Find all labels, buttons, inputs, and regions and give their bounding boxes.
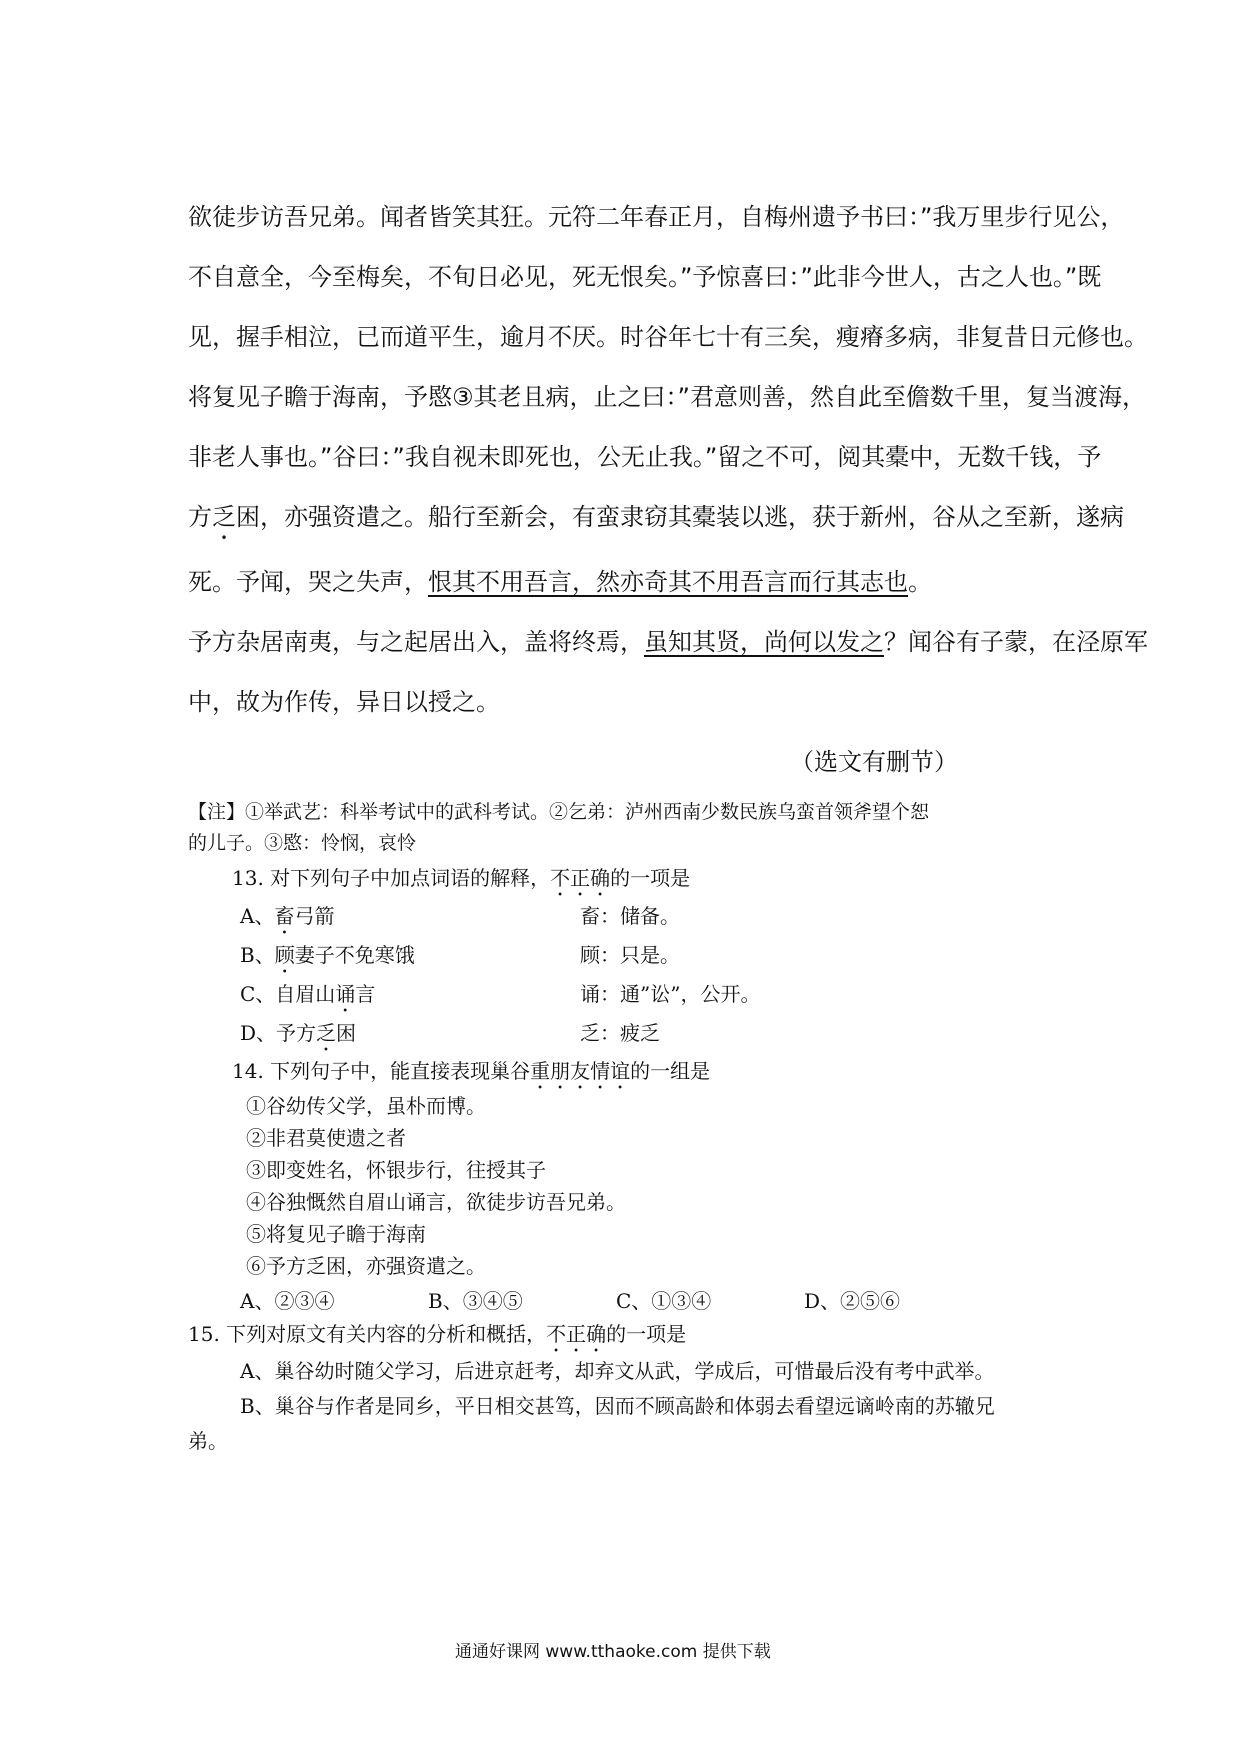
emphasis-text: 重朋友情谊: [530, 1059, 631, 1083]
q14-choice-c: C、①③④: [616, 1289, 712, 1313]
option-text: A、: [240, 904, 275, 928]
q14-choice-a: A、②③④: [240, 1289, 335, 1313]
option-text: 言: [355, 982, 376, 1006]
passage-text: 予方杂居南夷，与之起居出入，盖将终焉，: [188, 628, 644, 656]
option-text: 困: [336, 1021, 357, 1045]
passage-text: ？闻谷有子蒙，在泾原军: [884, 628, 1148, 656]
passage-text: 。: [908, 568, 932, 596]
source-note: （选文有删节）: [790, 748, 958, 776]
question-14-stem: [232, 1055, 710, 1094]
q13-option-c: [240, 978, 375, 1017]
q15-option-a: A、巢谷幼时随父学习，后进京赶考，却弃文从武，学成后，可惜最后没有考中武举。: [240, 1359, 995, 1383]
stem-text: 13. 对下列句子中加点词语的解释，: [232, 866, 551, 890]
passage-text: 困，亦强资遣之。船行至新会，有蛮隶窃其橐装以逃，获于新州，谷从之至新，遂病: [236, 503, 1124, 531]
option-text: D、予方: [240, 1021, 317, 1045]
q13-gloss-b: 顾：只是。: [580, 943, 680, 967]
dotted-word: 畜: [274, 904, 295, 928]
q13-option-d: [240, 1017, 356, 1056]
stem-text: 14. 下列句子中，能直接表现巢谷: [232, 1059, 531, 1083]
q14-item-2: ②非君莫使遗之者: [246, 1126, 406, 1150]
stem-text: 的一项是: [610, 866, 691, 890]
option-text: C、自眉山: [240, 982, 336, 1006]
q15-option-b: B、巢谷与作者是同乡，平日相交甚笃，因而不顾高龄和体弱去看望远谪岭南的苏辙兄: [240, 1394, 995, 1418]
passage-text: 死。予闻，哭之失声，: [188, 568, 428, 596]
q14-choice-d: D、②⑤⑥: [804, 1289, 901, 1313]
passage-line-4: 将复见子瞻于海南，予愍③其老且病，止之曰：”君意则善，然自此至儋数千里，复当渡海，: [188, 383, 1146, 411]
stem-text: 的一项是: [606, 1322, 687, 1346]
passage-line-1: 欲徒步访吾兄弟。闻者皆笑其狂。元符二年春正月，自梅州遗予书曰：”我万里步行见公，: [188, 203, 1125, 231]
annotation-line-1: 【注】①举武艺：科举考试中的武科考试。②乞弟：泸州西南少数民族乌蛮首领斧望个恕: [188, 801, 930, 823]
q14-item-1: ①谷幼传父学，虽朴而博。: [246, 1094, 486, 1118]
passage-line-5: 非老人事也。”谷曰：”我自视未即死也，公无止我。”留之不可，阅其橐中，无数千钱，予: [188, 443, 1102, 471]
passage-line-3: 见，握手相泣，已而道平生，逾月不厌。时谷年七十有三矣，瘦瘠多病，非复昔日元修也。: [188, 323, 1148, 351]
q14-item-3: ③即变姓名，怀银步行，往授其子: [246, 1158, 546, 1182]
q14-item-5: ⑤将复见子瞻于海南: [246, 1222, 426, 1246]
q13-option-b: [240, 939, 415, 978]
passage-line-8: [188, 622, 1148, 657]
underlined-sentence: 虽知其贤，尚何以发之: [644, 628, 884, 656]
dotted-word: 乏: [316, 1021, 337, 1045]
option-text: B、: [240, 943, 275, 967]
emphasis-text: 不正确: [546, 1322, 607, 1346]
annotation-line-2: 的儿子。③愍：怜悯，哀怜: [188, 832, 417, 854]
q14-choice-b: B、③④⑤: [428, 1289, 523, 1313]
option-text: 妻子不免寒饿: [294, 943, 415, 967]
stem-text: 15. 下列对原文有关内容的分析和概括，: [188, 1322, 547, 1346]
stem-text: 的一组是: [630, 1059, 711, 1083]
dotted-word: 诵: [335, 982, 356, 1006]
q14-item-6: ⑥予方乏困，亦强资遣之。: [246, 1254, 486, 1278]
passage-line-9: 中，故为作传，异日以授之。: [188, 688, 500, 716]
dotted-word: 顾: [274, 943, 295, 967]
q13-option-a: [240, 900, 334, 939]
q15-option-b-continued: 弟。: [188, 1429, 228, 1453]
passage-line-6: [188, 497, 1124, 545]
passage-line-2: 不自意全，今至梅矣，不旬日必见，死无恨矣。”予惊喜曰：”此非今世人，古之人也。”既: [188, 263, 1102, 291]
q14-item-4: ④谷独慨然自眉山诵言，欲徒步访吾兄弟。: [246, 1190, 626, 1214]
option-text: 弓箭: [294, 904, 335, 928]
emphasis-text: 不正确: [550, 866, 611, 890]
page-footer: 通通好课网 www.tthaoke.com 提供下载: [455, 1642, 771, 1662]
question-15-stem: [188, 1318, 686, 1357]
underlined-sentence: 恨其不用吾言，然亦奇其不用吾言而行其志也: [428, 568, 908, 596]
question-13-stem: [232, 862, 690, 901]
passage-text: 方: [188, 503, 212, 531]
dotted-word: 乏: [212, 503, 236, 531]
q13-gloss-a: 畜：储备。: [580, 904, 680, 928]
passage-line-7: [188, 562, 932, 597]
q13-gloss-d: 乏：疲乏: [580, 1021, 660, 1045]
q13-gloss-c: 诵：通”讼”，公开。: [580, 982, 761, 1006]
